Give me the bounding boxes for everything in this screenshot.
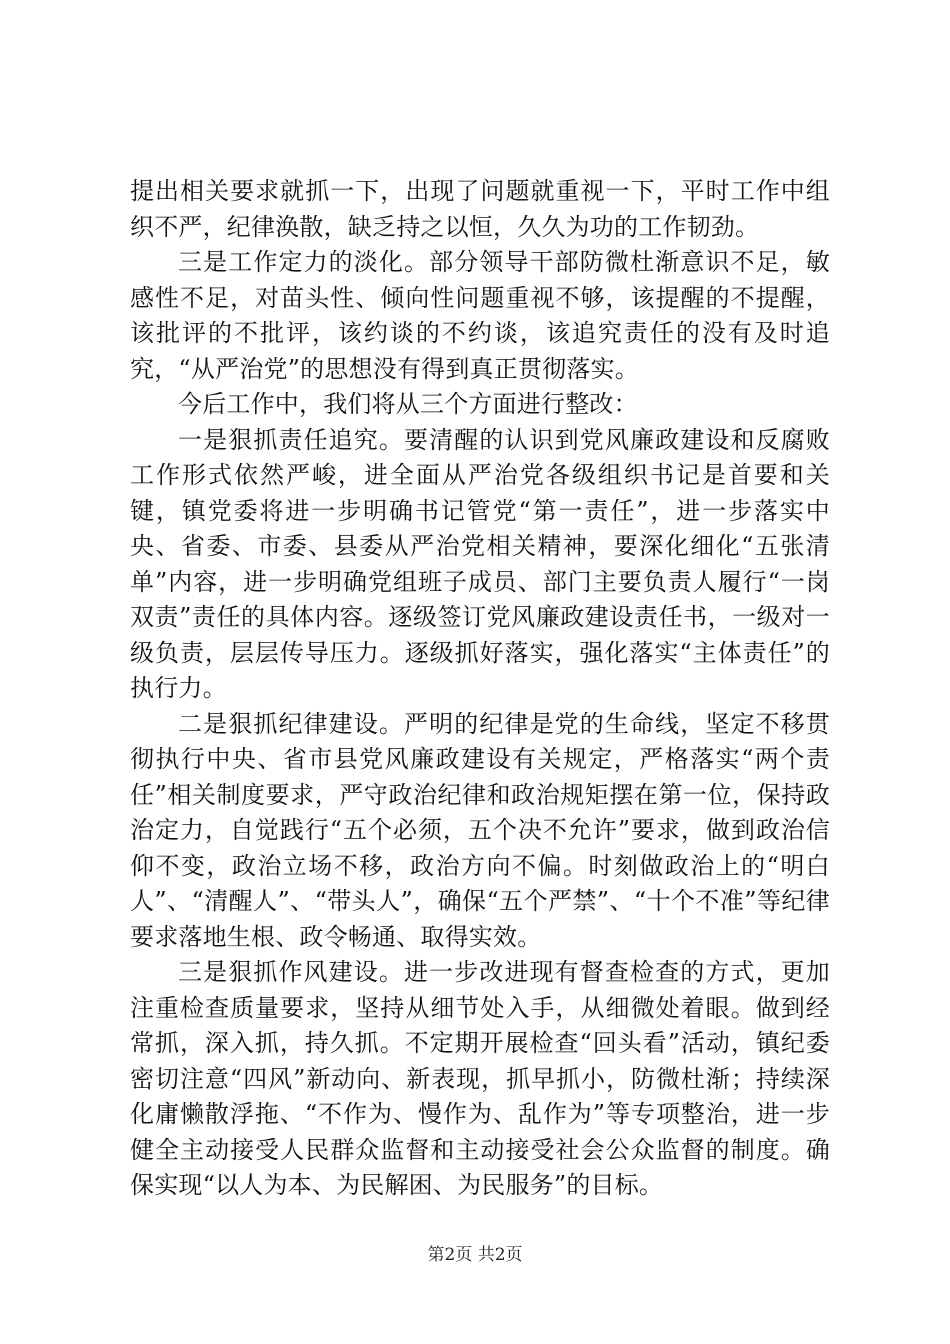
paragraph-work-style: 三是狠抓作风建设。进一步改进现有督查检查的方式，更加注重检查质量要求，坚持从细节处入手，从细微处着眼。做到经常抓，深入抓，持久抓。不定期开展检查“回头看”活动，镇纪委密切注意“四风”新动向、新表现，抓早抓小，防微杜渐；持续深化庸懒散浮拖、“不作为、慢作为、乱作为”等专项整治，进一步健全主动接受人民群众监督和主动接受社会公众监督的制度。确保实现“以人为本、为民解困、为民服务”的目标。	[130, 958, 830, 1199]
paragraph-responsibility: 一是狠抓责任追究。要清醒的认识到党风廉政建设和反腐败工作形式依然严峻，进全面从严治党各级组织书记是首要和关键，镇党委将进一步明确书记管党“第一责任”，进一步落实中央、省委、市委、县委从严治党相关精神，要深化细化“五张清单”内容，进一步明确党组班子成员、部门主要负责人履行“一岗双责”责任的具体内容。逐级签订党风廉政建设责任书，一级对一级负责，层层传导压力。逐级抓好落实，强化落实“主体责任”的执行力。	[130, 425, 830, 702]
paragraph-work-focus-weakening: 三是工作定力的淡化。部分领导干部防微杜渐意识不足，敏感性不足，对苗头性、倾向性问题重视不够，该提醒的不提醒，该批评的不批评，该约谈的不约谈，该追究责任的没有及时追究，“从严治党”的思想没有得到真正贯彻落实。	[130, 248, 830, 383]
page-footer	[0, 1244, 950, 1266]
paragraph-rectification-intro: 今后工作中，我们将从三个方面进行整改：	[178, 390, 638, 418]
paragraph-discipline: 二是狠抓纪律建设。严明的纪律是党的生命线，坚定不移贯彻执行中央、省市县党风廉政建设有关规定，严格落实“两个责任”相关制度要求，严守政治纪律和政治规矩摆在第一位，保持政治定力，自觉践行“五个必须，五个决不允许”要求，做到政治信仰不变，政治立场不移，政治方向不偏。时刻做政治上的“明白人”、“清醒人”、“带头人”，确保“五个严禁”、“十个不准”等纪律要求落地生根、政令畅通、取得实效。	[130, 709, 830, 951]
paragraph-continuation: 提出相关要求就抓一下，出现了问题就重视一下，平时工作中组织不严，纪律涣散，缺乏持之以恒，久久为功的工作韧劲。	[130, 177, 830, 241]
page-indicator: 第2页 共2页	[427, 1245, 523, 1265]
document-body	[130, 174, 830, 1204]
